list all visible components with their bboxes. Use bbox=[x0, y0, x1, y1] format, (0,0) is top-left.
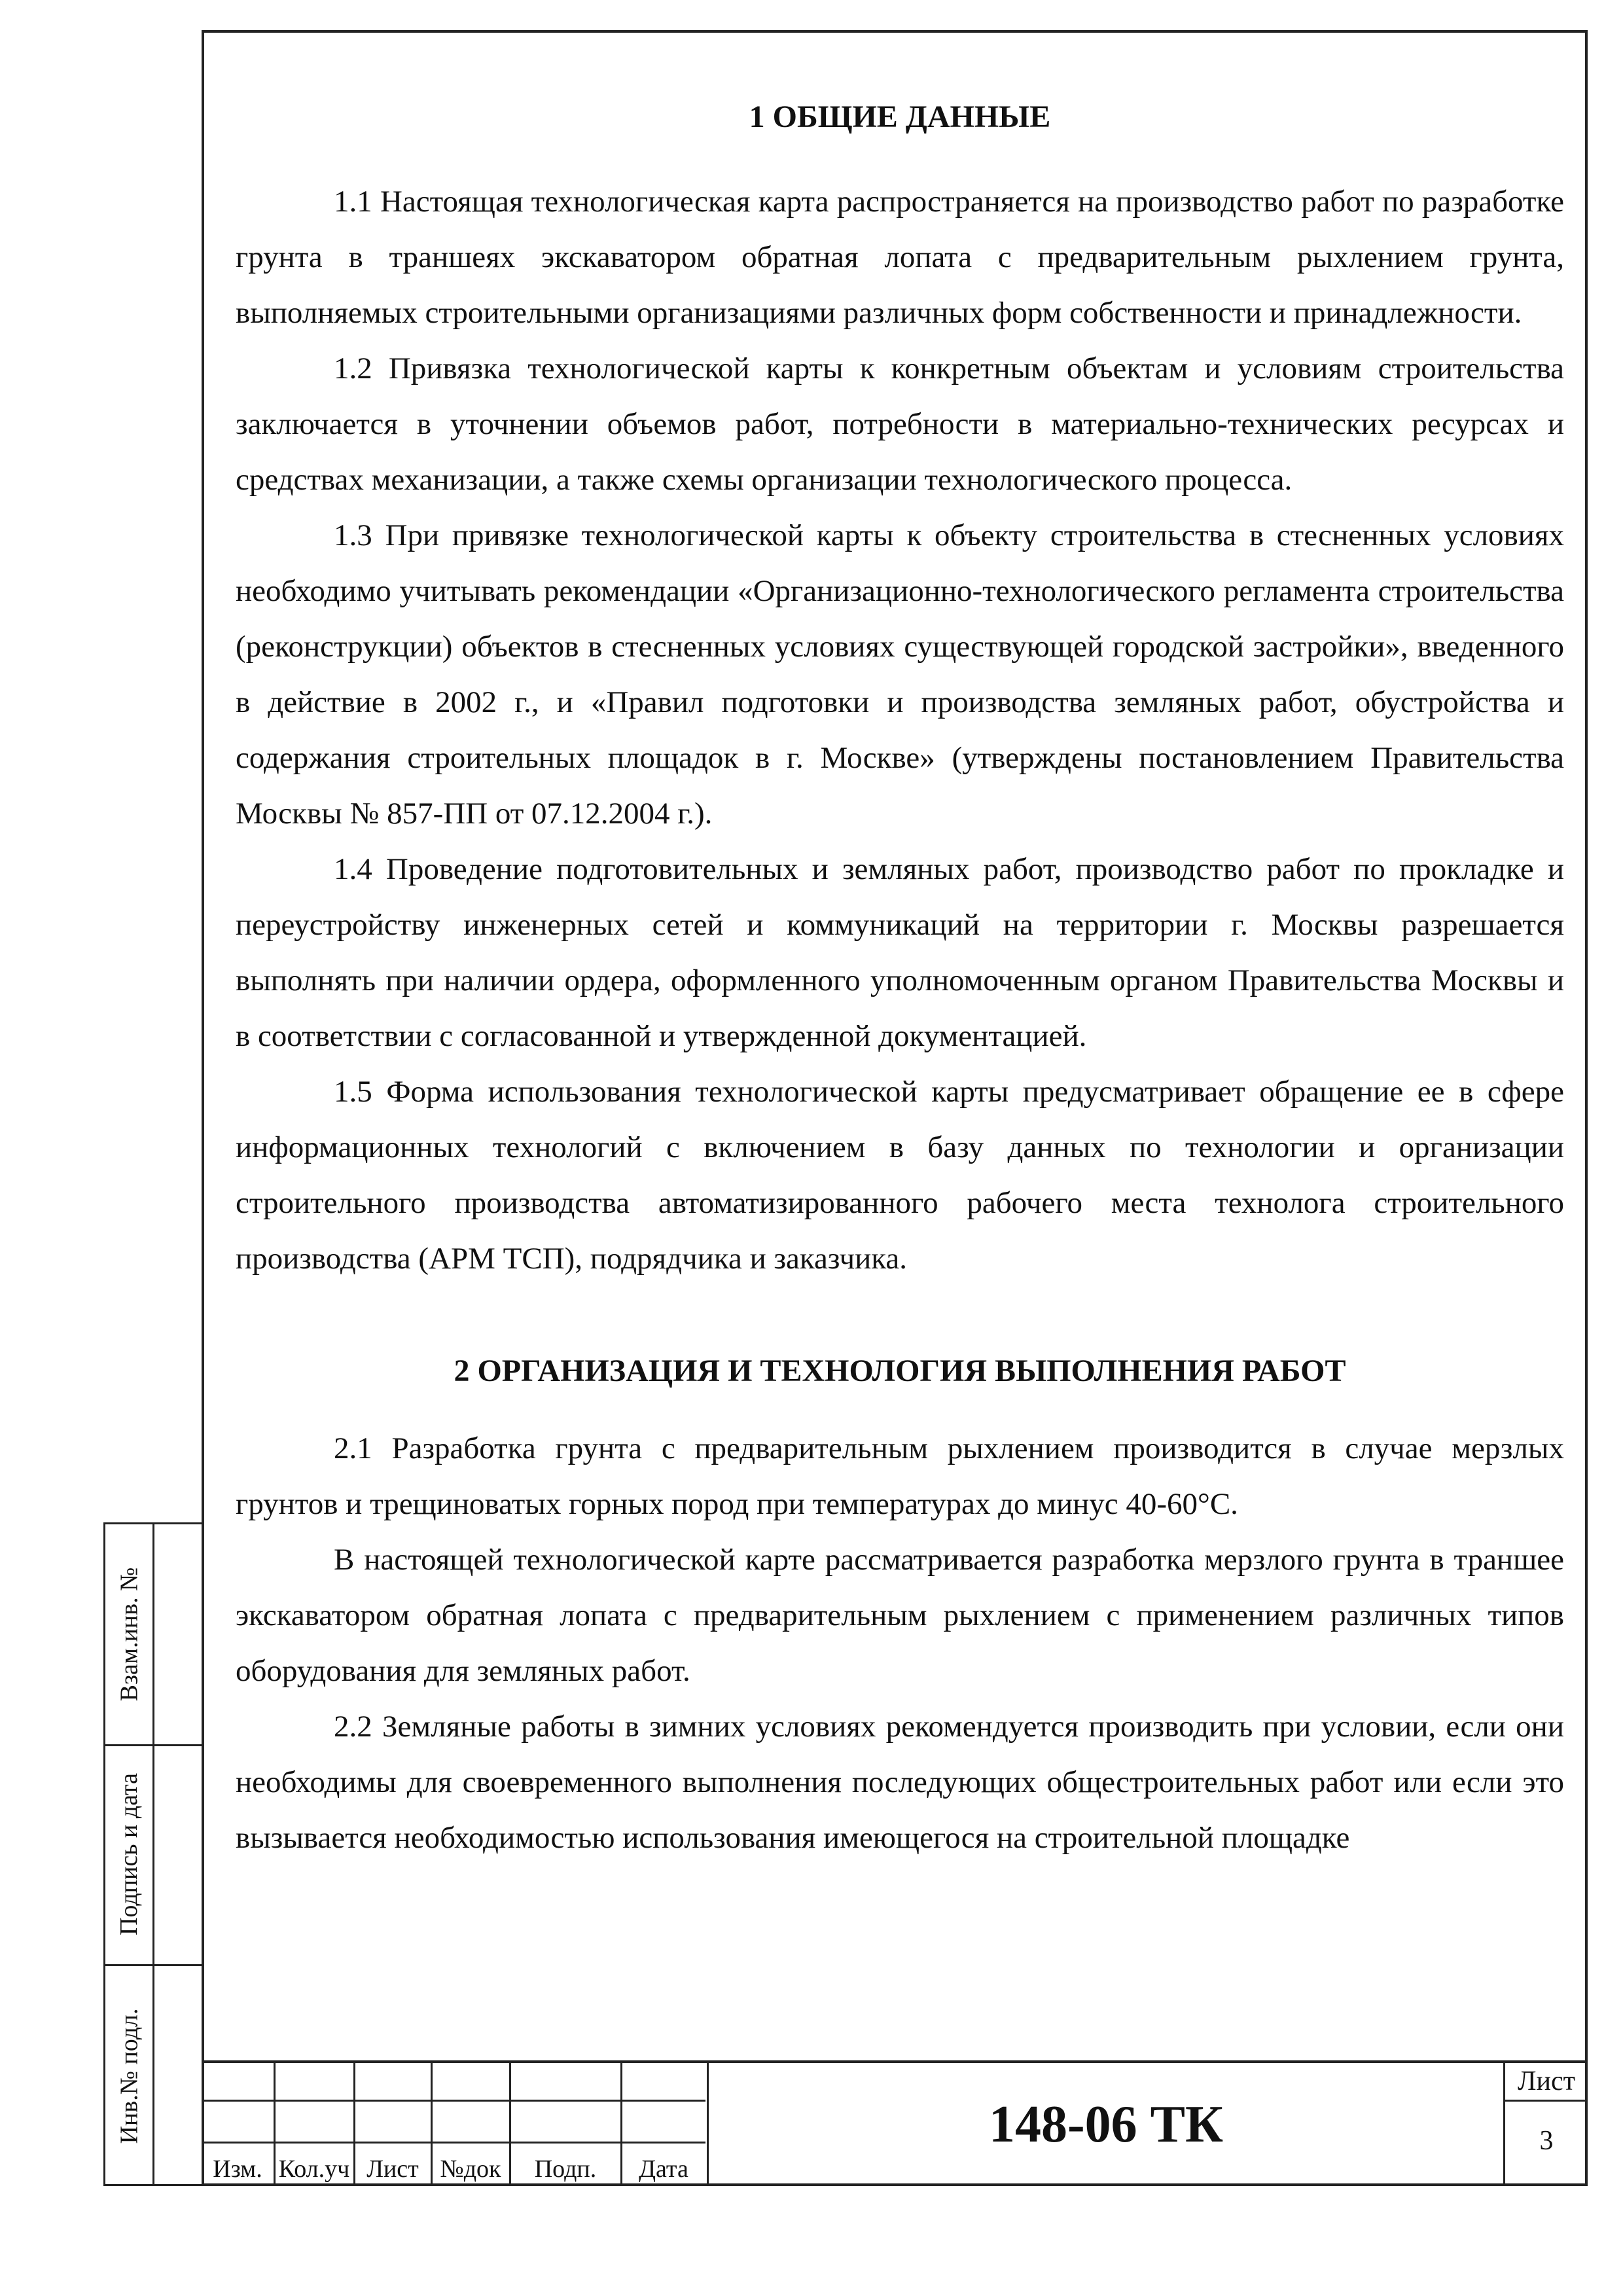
header-kol-uch: Кол.уч bbox=[278, 2155, 350, 2183]
sheet-cell bbox=[1505, 2063, 1588, 2186]
paragraph: 1.2 Привязка технологической карты к конкретным объектам и условиям строительства заключается в уточнении объемов работ, потребности в материально-технических ресурсах и средствах механизации, а также схемы организации технологического процесса. bbox=[236, 351, 1564, 497]
header-izm: Изм. bbox=[213, 2155, 262, 2183]
page-content bbox=[236, 98, 1564, 1866]
side-label-podpis: Подпись и дата bbox=[115, 1772, 143, 1936]
side-label-vzam: Взам.инв. № bbox=[115, 1567, 143, 1702]
side-stamp bbox=[103, 1522, 202, 2186]
sheet-number: 3 bbox=[1539, 2126, 1554, 2156]
paragraph: 1.3 При привязке технологической карты к объекту строительства в стесненных условиях необходимо учитывать рекомендации «Организационно-технологического регламента строительства (реконструкции) объектов в стесненных условиях существующей городской застройки», введенного в действие в 2002 г., и «Правил подготовки и производства земляных работ, обустройства и содержания строительных площадок в г. Москве» (утверждены постановлением Правительства Москвы № 857-ПП от 07.12.2004 г.). bbox=[236, 518, 1564, 831]
header-podp: Подп. bbox=[534, 2155, 597, 2183]
paragraph: 2.1 Разработка грунта с предварительным рыхлением производится в случае мерзлых грунтов и трещиноватых горных пород при температурах до минус 40-60°С. bbox=[236, 1431, 1564, 1522]
paragraph: 1.5 Форма использования технологической карты предусматривает обращение ее в сфере информационных технологий с включением в базу данных по технологии и организации строительного производства автоматизированного рабочего места технолога строительного производства (АРМ ТСП), подрядчика и заказчика. bbox=[236, 1074, 1564, 1276]
side-label-inv: Инв.№ подл. bbox=[115, 2008, 143, 2144]
header-list: Лист bbox=[366, 2155, 419, 2183]
header-data: Дата bbox=[639, 2155, 688, 2183]
revision-table bbox=[202, 2063, 705, 2186]
section-1-title: 1 ОБЩИЕ ДАННЫЕ bbox=[749, 99, 1051, 134]
sheet-label: Лист bbox=[1505, 2063, 1588, 2102]
header-ndok: №док bbox=[440, 2155, 501, 2183]
paragraph: 1.1 Настоящая технологическая карта распространяется на производство работ по разработке грунта в траншеях экскаватором обратная лопата с предварительным рыхлением грунта, выполняемых строительными организациями различных форм собственности и принадлежности. bbox=[236, 184, 1564, 330]
paragraph: 1.4 Проведение подготовительных и земляных работ, производство работ по прокладке и переустройству инженерных сетей и коммуникаций на территории г. Москвы разрешается выполнять при наличии ордера, оформленного уполномоченным органом Правительства Москвы и в соответствии с согласованной и утвержденной документацией. bbox=[236, 852, 1564, 1053]
paragraph: В настоящей технологической карте рассматривается разработка мерзлого грунта в траншее экскаватором обратная лопата с предварительным рыхлением с применением различных типов оборудования для земляных работ. bbox=[236, 1543, 1564, 1689]
section-2-title: 2 ОРГАНИЗАЦИЯ И ТЕХНОЛОГИЯ ВЫПОЛНЕНИЯ РАБОТ bbox=[454, 1353, 1346, 1388]
paragraph: 2.2 Земляные работы в зимних условиях рекомендуется производить при условии, если они необходимы для своевременного выполнения последующих общестроительных работ или если это вызывается необходимостью использования имеющегося на строительной площадке bbox=[236, 1710, 1564, 1856]
document-code: 148-06 ТК bbox=[707, 2063, 1505, 2186]
title-block bbox=[202, 2060, 1588, 2186]
